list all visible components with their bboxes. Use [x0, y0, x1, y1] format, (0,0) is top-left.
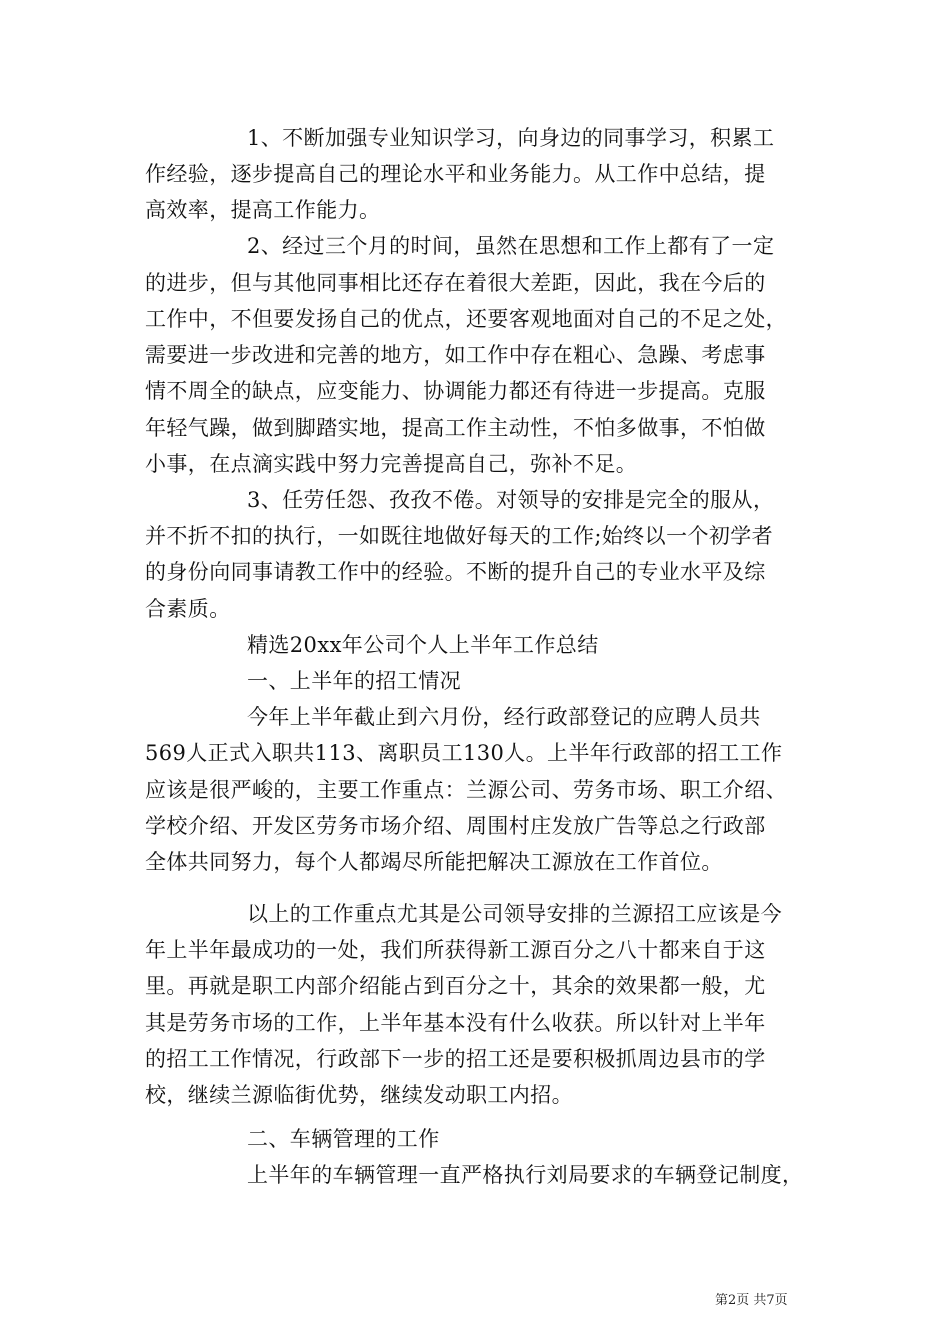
paragraph-1-line-2: 作经验，逐步提高自己的理论水平和业务能力。从工作中总结，提 [145, 162, 766, 186]
paragraph-5-line-2: 年上半年最成功的一处，我们所获得新工源百分之八十都来自于这 [145, 938, 766, 962]
paragraph-1-line-1: 1、不断加强专业知识学习，向身边的同事学习，积累工 [247, 126, 775, 150]
paragraph-3-line-2: 并不折不扣的执行，一如既往地做好每天的工作;始终以一个初学者 [145, 524, 774, 548]
paragraph-4-line-1: 今年上半年截止到六月份，经行政部登记的应聘人员共 [247, 705, 761, 729]
paragraph-3-line-3: 的身份向同事请教工作中的经验。不断的提升自己的专业水平及综 [145, 560, 766, 584]
paragraph-2-line-6: 年轻气躁，做到脚踏实地，提高工作主动性，不怕多做事，不怕做 [145, 416, 766, 440]
paragraph-2-line-1: 2、经过三个月的时间，虽然在思想和工作上都有了一定 [247, 234, 775, 258]
paragraph-4-line-3: 应该是很严峻的，主要工作重点：兰源公司、劳务市场、职工介绍、 [145, 778, 787, 802]
paragraph-3-line-4: 合素质。 [145, 597, 231, 621]
heading-recruitment: 一、上半年的招工情况 [247, 669, 461, 693]
paragraph-2-line-2: 的进步，但与其他同事相比还存在着很大差距，因此，我在今后的 [145, 271, 766, 295]
paragraph-5-line-1: 以上的工作重点尤其是公司领导安排的兰源招工应该是今 [247, 902, 782, 926]
page-number-footer: 第2页 共7页 [715, 1293, 788, 1308]
section-title: 精选20xx年公司个人上半年工作总结 [247, 633, 599, 657]
paragraph-5-line-3: 里。再就是职工内部介绍能占到百分之十，其余的效果都一般，尤 [145, 974, 766, 998]
paragraph-5-line-6: 校，继续兰源临街优势，继续发动职工内招。 [145, 1083, 573, 1107]
paragraph-3-line-1: 3、任劳任怨、孜孜不倦。对领导的安排是完全的服从， [247, 488, 775, 512]
paragraph-2-line-5: 情不周全的缺点，应变能力、协调能力都还有待进一步提高。克服 [145, 379, 766, 403]
paragraph-2-line-7: 小事，在点滴实践中努力完善提高自己，弥补不足。 [145, 452, 638, 476]
paragraph-2-line-3: 工作中，不但要发扬自己的优点，还要客观地面对自己的不足之处， [145, 307, 787, 331]
paragraph-4-line-4: 学校介绍、开发区劳务市场介绍、周围村庄发放广告等总之行政部 [145, 814, 766, 838]
paragraph-4-line-5: 全体共同努力，每个人都竭尽所能把解决工源放在工作首位。 [145, 850, 723, 874]
heading-vehicle-management: 二、车辆管理的工作 [247, 1127, 440, 1151]
paragraph-5-line-5: 的招工工作情况，行政部下一步的招工还是要积极抓周边县市的学 [145, 1047, 766, 1071]
paragraph-4-line-2: 569人正式入职共113、离职员工130人。上半年行政部的招工工作 [145, 741, 783, 765]
paragraph-6-line-1: 上半年的车辆管理一直严格执行刘局要求的车辆登记制度， [247, 1163, 804, 1187]
paragraph-1-line-3: 高效率，提高工作能力。 [145, 198, 381, 222]
paragraph-2-line-4: 需要进一步改进和完善的地方，如工作中存在粗心、急躁、考虑事 [145, 343, 766, 367]
paragraph-5-line-4: 其是劳务市场的工作，上半年基本没有什么收获。所以针对上半年 [145, 1011, 766, 1035]
